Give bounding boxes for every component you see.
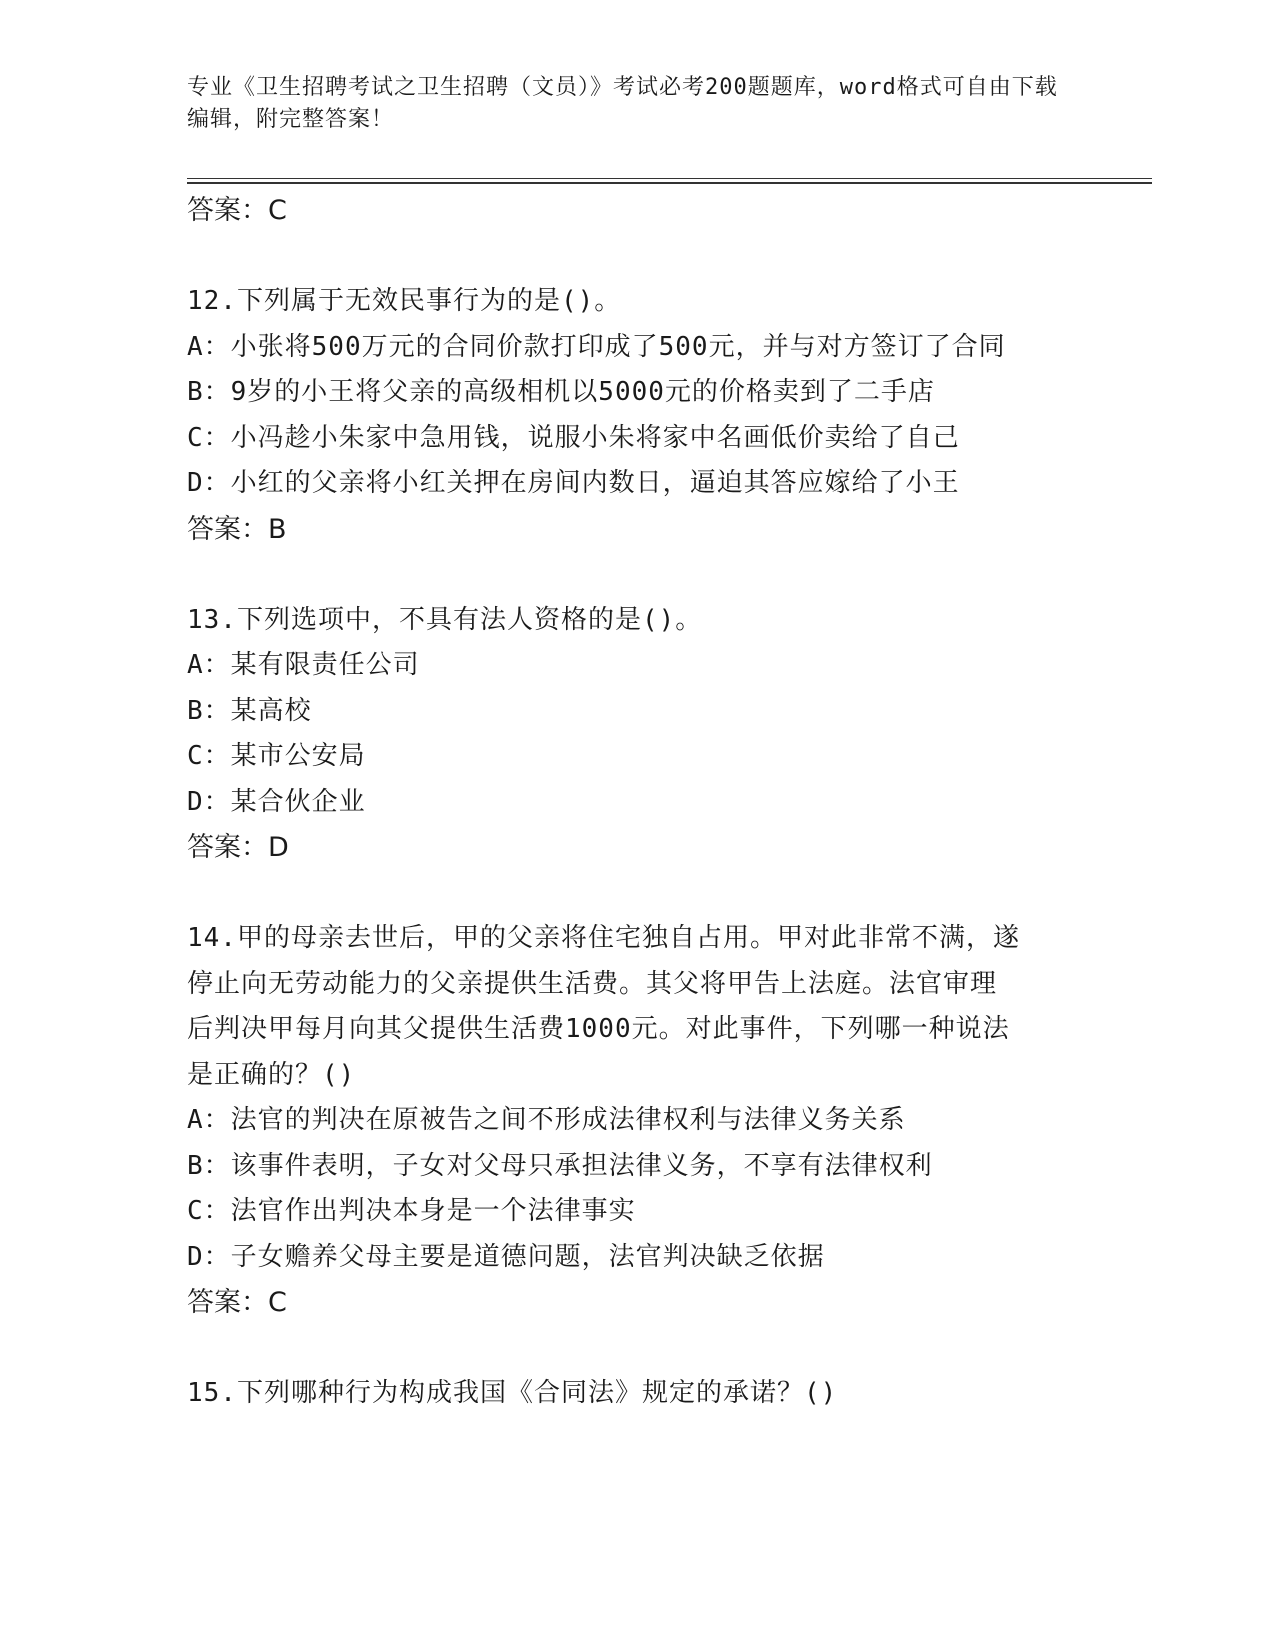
question-stem-line-2: 停止向无劳动能力的父亲提供生活费。其父将甲告上法庭。法官审理 bbox=[187, 968, 998, 999]
spacer bbox=[187, 552, 1087, 598]
spacer bbox=[187, 871, 1087, 917]
header-rule-thick bbox=[187, 182, 1152, 184]
question-stem-line-1: 14.甲的母亲去世后，甲的父亲将住宅独自占用。甲对此非常不满，遂 bbox=[187, 923, 1020, 953]
document-header: 专业《卫生招聘考试之卫生招聘（文员）》考试必考200题题库，word格式可自由下载编辑，附完整答案！ bbox=[187, 75, 1058, 132]
option-b: B：某高校 bbox=[187, 695, 312, 726]
option-a: A：某有限责任公司 bbox=[187, 650, 420, 680]
answer: 答案：C bbox=[187, 1287, 287, 1318]
question-stem: 13.下列选项中，不具有法人资格的是()。 bbox=[187, 604, 703, 635]
answer-previous: 答案：C bbox=[187, 195, 287, 226]
option-d: D：某合伙企业 bbox=[187, 786, 366, 817]
question-12 bbox=[187, 279, 1087, 552]
answer: 答案：B bbox=[187, 513, 287, 545]
question-14 bbox=[187, 916, 1087, 1326]
question-13 bbox=[187, 598, 1087, 871]
option-a: A：法官的判决在原被告之间不形成法律权利与法律义务关系 bbox=[187, 1105, 906, 1135]
option-b: B：该事件表明，子女对父母只承担法律义务，不享有法律权利 bbox=[187, 1150, 933, 1181]
question-list bbox=[187, 188, 1087, 1417]
option-c: C：某市公安局 bbox=[187, 741, 366, 771]
question-stem: 15.下列哪种行为构成我国《合同法》规定的承诺？() bbox=[187, 1378, 838, 1408]
option-a: A：小张将500万元的合同价款打印成了500元，并与对方签订了合同 bbox=[187, 331, 1006, 362]
option-c: C：法官作出判决本身是一个法律事实 bbox=[187, 1196, 636, 1226]
option-b: B：9岁的小王将父亲的高级相机以5000元的价格卖到了二手店 bbox=[187, 377, 935, 407]
question-stem-line-3: 后判决甲每月向其父提供生活费1000元。对此事件，下列哪一种说法 bbox=[187, 1014, 1010, 1044]
option-d: D：子女赡养父母主要是道德问题，法官判决缺乏依据 bbox=[187, 1241, 825, 1272]
spacer bbox=[187, 234, 1087, 280]
spacer bbox=[187, 1326, 1087, 1372]
header-rule-thin bbox=[187, 178, 1152, 179]
question-stem: 12.下列属于无效民事行为的是()。 bbox=[187, 286, 622, 316]
question-stem-line-4: 是正确的？() bbox=[187, 1059, 356, 1090]
answer: 答案：D bbox=[187, 832, 289, 863]
question-15 bbox=[187, 1371, 1087, 1417]
option-c: C：小冯趁小朱家中急用钱，说服小朱将家中名画低价卖给了自己 bbox=[187, 422, 960, 453]
option-d: D：小红的父亲将小红关押在房间内数日，逼迫其答应嫁给了小王 bbox=[187, 468, 960, 498]
